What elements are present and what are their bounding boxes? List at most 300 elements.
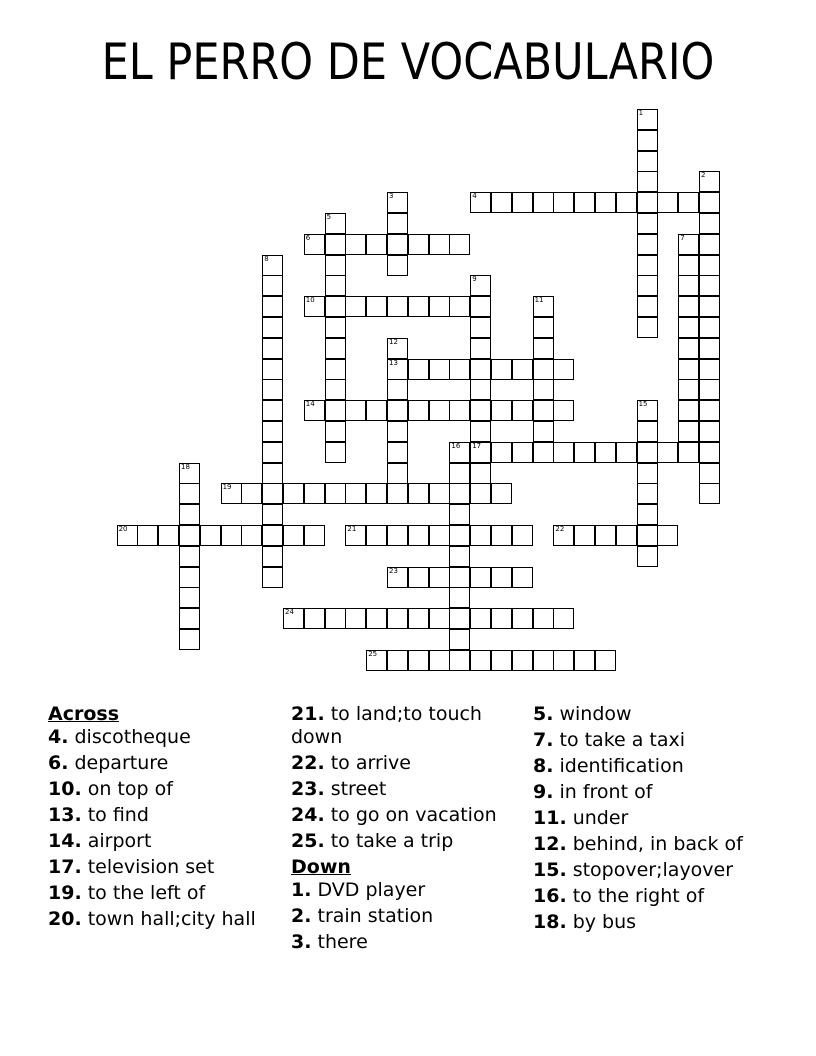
grid-cell[interactable] (387, 379, 408, 400)
grid-cell[interactable] (533, 400, 554, 421)
grid-cell[interactable] (470, 400, 491, 421)
grid-cell[interactable] (470, 463, 491, 484)
grid-cell[interactable] (470, 567, 491, 588)
grid-cell[interactable] (304, 296, 325, 317)
clue-item (48, 908, 280, 931)
grid-cell[interactable] (533, 608, 554, 629)
grid-cell[interactable] (262, 379, 283, 400)
grid-cell[interactable] (325, 275, 346, 296)
grid-cell[interactable] (512, 192, 533, 213)
grid-cell[interactable] (449, 463, 470, 484)
grid-cell[interactable] (449, 400, 470, 421)
grid-cell[interactable] (262, 296, 283, 317)
across-clue-list-continued (291, 703, 523, 853)
grid-cell[interactable] (553, 650, 574, 671)
grid-cell[interactable] (387, 255, 408, 276)
clue-item (291, 703, 523, 749)
grid-cell[interactable] (637, 463, 658, 484)
grid-cell[interactable] (637, 255, 658, 276)
grid-cell[interactable] (657, 192, 678, 213)
clue-number: 18. (533, 911, 567, 933)
grid-cell[interactable] (699, 213, 720, 234)
grid-cell[interactable] (533, 359, 554, 380)
clue-text: train station (311, 905, 434, 927)
clue-text: town hall;city hall (81, 908, 256, 930)
grid-cell[interactable] (387, 213, 408, 234)
clue-number: 9. (533, 781, 554, 803)
clue-number: 22. (291, 752, 325, 774)
grid-cell[interactable] (408, 525, 429, 546)
grid-cell[interactable] (470, 608, 491, 629)
grid-cell[interactable] (553, 525, 574, 546)
clue-item (291, 778, 523, 801)
grid-cell[interactable] (512, 608, 533, 629)
clue-item (533, 781, 773, 804)
clue-number: 2. (291, 905, 312, 927)
down-heading: Down (291, 856, 351, 878)
grid-cell[interactable] (699, 400, 720, 421)
grid-cell[interactable] (304, 400, 325, 421)
grid-cell[interactable] (449, 587, 470, 608)
grid-cell[interactable] (512, 400, 533, 421)
grid-cell[interactable] (408, 567, 429, 588)
grid-cell[interactable] (678, 234, 699, 255)
grid-cell[interactable] (325, 255, 346, 276)
grid-cell[interactable] (637, 192, 658, 213)
grid-cell[interactable] (699, 192, 720, 213)
grid-cell[interactable] (637, 483, 658, 504)
grid-cell[interactable] (387, 483, 408, 504)
grid-cell[interactable] (325, 400, 346, 421)
grid-cell[interactable] (179, 587, 200, 608)
grid-cell[interactable] (699, 275, 720, 296)
grid-cell[interactable] (449, 525, 470, 546)
grid-cell[interactable] (657, 525, 678, 546)
grid-cell[interactable] (325, 608, 346, 629)
clue-number: 21. (291, 703, 325, 725)
grid-cell[interactable] (699, 255, 720, 276)
grid-cell[interactable] (262, 338, 283, 359)
grid-cell[interactable] (262, 255, 283, 276)
clue-number: 13. (48, 804, 82, 826)
clue-text: identification (553, 755, 684, 777)
grid-cell[interactable] (408, 400, 429, 421)
grid-cell[interactable] (449, 546, 470, 567)
grid-cell[interactable] (637, 130, 658, 151)
grid-cell[interactable] (512, 650, 533, 671)
grid-cell[interactable] (491, 608, 512, 629)
clue-number: 16. (533, 885, 567, 907)
grid-cell[interactable] (470, 525, 491, 546)
grid-cell[interactable] (449, 234, 470, 255)
grid-cell[interactable] (699, 442, 720, 463)
clue-item (48, 830, 280, 853)
grid-cell[interactable] (179, 504, 200, 525)
grid-cell[interactable] (408, 296, 429, 317)
clue-item (533, 833, 773, 856)
grid-cell[interactable] (429, 400, 450, 421)
grid-cell[interactable] (387, 338, 408, 359)
grid-cell[interactable] (678, 255, 699, 276)
grid-cell[interactable] (533, 442, 554, 463)
clue-item (291, 879, 523, 902)
grid-cell[interactable] (512, 567, 533, 588)
grid-cell[interactable] (387, 421, 408, 442)
grid-cell[interactable] (366, 650, 387, 671)
grid-cell[interactable] (553, 608, 574, 629)
grid-cell[interactable] (470, 317, 491, 338)
grid-cell[interactable] (387, 567, 408, 588)
grid-cell[interactable] (345, 525, 366, 546)
clue-number-label: 13 (389, 358, 398, 367)
grid-cell[interactable] (325, 483, 346, 504)
grid-cell[interactable] (345, 234, 366, 255)
clue-number-label: 5 (326, 213, 332, 221)
grid-cell[interactable] (637, 213, 658, 234)
grid-cell[interactable] (678, 442, 699, 463)
page-title: EL PERRO DE VOCABULARIO (101, 33, 715, 91)
grid-cell[interactable] (574, 525, 595, 546)
grid-cell[interactable] (699, 359, 720, 380)
grid-cell[interactable] (533, 338, 554, 359)
grid-cell[interactable] (678, 192, 699, 213)
grid-cell[interactable] (262, 546, 283, 567)
grid-cell[interactable] (241, 483, 262, 504)
grid-cell[interactable] (678, 400, 699, 421)
grid-cell[interactable] (304, 525, 325, 546)
grid-cell[interactable] (637, 421, 658, 442)
grid-cell[interactable] (595, 192, 616, 213)
clue-item (48, 804, 280, 827)
grid-cell[interactable] (449, 567, 470, 588)
grid-cell[interactable] (678, 317, 699, 338)
clue-item (48, 752, 280, 775)
clue-number-label: 1 (638, 109, 644, 117)
grid-cell[interactable] (491, 525, 512, 546)
clue-number-label: 19 (222, 483, 232, 492)
grid-cell[interactable] (449, 483, 470, 504)
grid-cell[interactable] (429, 359, 450, 380)
grid-cell[interactable] (429, 650, 450, 671)
grid-cell[interactable] (637, 400, 658, 421)
clue-number-label: 16 (451, 441, 461, 450)
grid-cell[interactable] (179, 546, 200, 567)
grid-cell[interactable] (325, 359, 346, 380)
clue-number-label: 10 (305, 296, 315, 305)
grid-cell[interactable] (553, 442, 574, 463)
grid-cell[interactable] (637, 275, 658, 296)
grid-cell[interactable] (429, 608, 450, 629)
grid-cell[interactable] (616, 525, 637, 546)
grid-cell[interactable] (408, 650, 429, 671)
grid-cell[interactable] (429, 296, 450, 317)
clue-number: 8. (533, 755, 554, 777)
clue-number-label: 22 (555, 525, 565, 533)
grid-cell[interactable] (512, 359, 533, 380)
grid-cell[interactable] (595, 525, 616, 546)
clue-number-label: 15 (638, 400, 648, 409)
grid-cell[interactable] (262, 421, 283, 442)
grid-cell[interactable] (449, 504, 470, 525)
grid-cell[interactable] (241, 525, 262, 546)
grid-cell[interactable] (553, 359, 574, 380)
grid-cell[interactable] (637, 151, 658, 172)
clue-text: street (324, 778, 387, 800)
grid-cell[interactable] (387, 234, 408, 255)
grid-cell[interactable] (408, 483, 429, 504)
grid-cell[interactable] (470, 359, 491, 380)
grid-cell[interactable] (408, 608, 429, 629)
clues-column-2 (291, 703, 523, 957)
grid-cell[interactable] (345, 296, 366, 317)
grid-cell[interactable] (657, 442, 678, 463)
clue-text: stopover;layover (566, 859, 734, 881)
grid-cell[interactable] (616, 442, 637, 463)
grid-cell[interactable] (470, 442, 491, 463)
clue-text: departure (68, 752, 169, 774)
clue-number-label: 18 (181, 462, 190, 471)
grid-cell[interactable] (637, 317, 658, 338)
grid-cell[interactable] (574, 192, 595, 213)
grid-cell[interactable] (470, 379, 491, 400)
grid-cell[interactable] (283, 608, 304, 629)
grid-cell[interactable] (699, 379, 720, 400)
clue-item (48, 778, 280, 801)
grid-cell[interactable] (491, 442, 512, 463)
grid-cell[interactable] (262, 359, 283, 380)
clue-number: 20. (48, 908, 82, 930)
grid-cell[interactable] (117, 525, 138, 546)
grid-cell[interactable] (179, 525, 200, 546)
grid-cell[interactable] (366, 525, 387, 546)
grid-cell[interactable] (387, 400, 408, 421)
grid-cell[interactable] (325, 338, 346, 359)
grid-cell[interactable] (470, 483, 491, 504)
clue-item (533, 729, 773, 752)
grid-cell[interactable] (429, 483, 450, 504)
grid-cell[interactable] (325, 442, 346, 463)
grid-cell[interactable] (491, 359, 512, 380)
grid-cell[interactable] (262, 525, 283, 546)
grid-cell[interactable] (449, 650, 470, 671)
grid-cell[interactable] (595, 442, 616, 463)
grid-cell[interactable] (179, 483, 200, 504)
grid-cell[interactable] (470, 192, 491, 213)
grid-cell[interactable] (262, 567, 283, 588)
grid-cell[interactable] (553, 400, 574, 421)
clue-number: 4. (48, 726, 69, 748)
clue-number: 12. (533, 833, 567, 855)
grid-cell[interactable] (325, 234, 346, 255)
grid-cell[interactable] (221, 525, 242, 546)
grid-cell[interactable] (595, 650, 616, 671)
grid-cell[interactable] (637, 546, 658, 567)
grid-cell[interactable] (345, 483, 366, 504)
clue-text: to land;to touch down (291, 703, 482, 748)
grid-cell[interactable] (179, 608, 200, 629)
across-heading: Across (48, 703, 120, 725)
clue-text: behind, in back of (566, 833, 743, 855)
clue-item (48, 726, 280, 749)
grid-cell[interactable] (616, 192, 637, 213)
grid-cell[interactable] (637, 442, 658, 463)
grid-cell[interactable] (533, 296, 554, 317)
grid-cell[interactable] (533, 379, 554, 400)
grid-cell[interactable] (345, 400, 366, 421)
grid-cell[interactable] (325, 379, 346, 400)
clue-item (533, 807, 773, 830)
grid-cell[interactable] (491, 567, 512, 588)
grid-cell[interactable] (678, 338, 699, 359)
clue-number: 14. (48, 830, 82, 852)
grid-cell[interactable] (325, 317, 346, 338)
grid-cell[interactable] (366, 234, 387, 255)
grid-cell[interactable] (387, 296, 408, 317)
grid-cell[interactable] (637, 171, 658, 192)
clue-number-label: 20 (118, 525, 128, 533)
grid-cell[interactable] (366, 296, 387, 317)
grid-cell[interactable] (637, 109, 658, 130)
clue-number-label: 11 (534, 296, 544, 305)
grid-cell[interactable] (325, 213, 346, 234)
grid-cell[interactable] (699, 463, 720, 484)
grid-cell[interactable] (512, 442, 533, 463)
grid-cell[interactable] (637, 234, 658, 255)
grid-cell[interactable] (533, 421, 554, 442)
clue-item (48, 882, 280, 905)
grid-cell[interactable] (304, 483, 325, 504)
grid-cell[interactable] (678, 379, 699, 400)
grid-cell[interactable] (678, 296, 699, 317)
grid-cell[interactable] (366, 400, 387, 421)
grid-cell[interactable] (283, 525, 304, 546)
grid-cell[interactable] (533, 192, 554, 213)
grid-cell[interactable] (699, 234, 720, 255)
grid-cell[interactable] (470, 421, 491, 442)
grid-cell[interactable] (637, 296, 658, 317)
grid-cell[interactable] (262, 463, 283, 484)
grid-cell[interactable] (637, 504, 658, 525)
grid-cell[interactable] (387, 359, 408, 380)
grid-cell[interactable] (158, 525, 179, 546)
grid-cell[interactable] (470, 275, 491, 296)
clue-text: by bus (566, 911, 637, 933)
grid-cell[interactable] (553, 192, 574, 213)
clue-number: 7. (533, 729, 554, 751)
grid-cell[interactable] (449, 296, 470, 317)
grid-cell[interactable] (200, 525, 221, 546)
grid-cell[interactable] (387, 192, 408, 213)
clue-number-label: 4 (472, 192, 477, 201)
grid-cell[interactable] (179, 629, 200, 650)
clue-number-label: 12 (389, 337, 398, 346)
grid-cell[interactable] (449, 442, 470, 463)
clue-number-label: 24 (285, 608, 294, 617)
grid-cell[interactable] (678, 421, 699, 442)
grid-cell[interactable] (387, 650, 408, 671)
grid-cell[interactable] (262, 275, 283, 296)
clue-item (533, 885, 773, 908)
grid-cell[interactable] (408, 359, 429, 380)
grid-cell[interactable] (429, 234, 450, 255)
grid-cell[interactable] (449, 359, 470, 380)
grid-cell[interactable] (491, 400, 512, 421)
grid-cell[interactable] (533, 650, 554, 671)
grid-cell[interactable] (304, 234, 325, 255)
grid-cell[interactable] (678, 275, 699, 296)
grid-cell[interactable] (699, 338, 720, 359)
grid-cell[interactable] (491, 483, 512, 504)
grid-cell[interactable] (283, 483, 304, 504)
grid-cell[interactable] (699, 171, 720, 192)
grid-cell[interactable] (387, 463, 408, 484)
clue-text: there (311, 931, 368, 953)
grid-cell[interactable] (387, 442, 408, 463)
clue-number-label: 14 (305, 400, 315, 409)
clue-number-label: 21 (347, 525, 357, 533)
grid-cell[interactable] (262, 442, 283, 463)
clue-number-label: 3 (389, 192, 394, 201)
grid-cell[interactable] (429, 525, 450, 546)
grid-cell[interactable] (221, 483, 242, 504)
grid-cell[interactable] (678, 359, 699, 380)
grid-cell[interactable] (699, 317, 720, 338)
grid-cell[interactable] (574, 650, 595, 671)
grid-cell[interactable] (366, 483, 387, 504)
clue-text: to arrive (324, 752, 411, 774)
grid-cell[interactable] (574, 442, 595, 463)
grid-cell[interactable] (699, 296, 720, 317)
clue-text: to the right of (566, 885, 705, 907)
grid-cell[interactable] (387, 525, 408, 546)
grid-cell[interactable] (345, 608, 366, 629)
grid-cell[interactable] (449, 629, 470, 650)
grid-cell[interactable] (179, 567, 200, 588)
grid-cell[interactable] (512, 525, 533, 546)
clue-number: 24. (291, 804, 325, 826)
clue-number-label: 23 (389, 566, 398, 575)
grid-cell[interactable] (179, 463, 200, 484)
grid-cell[interactable] (491, 650, 512, 671)
grid-cell[interactable] (137, 525, 158, 546)
clue-text: on top of (81, 778, 173, 800)
grid-cell[interactable] (470, 296, 491, 317)
grid-cell[interactable] (262, 317, 283, 338)
grid-cell[interactable] (470, 338, 491, 359)
clue-text: television set (81, 856, 215, 878)
clue-text: airport (81, 830, 152, 852)
grid-cell[interactable] (429, 567, 450, 588)
grid-cell[interactable] (408, 234, 429, 255)
grid-cell[interactable] (262, 504, 283, 525)
grid-cell[interactable] (262, 483, 283, 504)
grid-cell[interactable] (699, 483, 720, 504)
grid-cell[interactable] (449, 608, 470, 629)
grid-cell[interactable] (366, 608, 387, 629)
grid-cell[interactable] (325, 296, 346, 317)
grid-cell[interactable] (304, 608, 325, 629)
grid-cell[interactable] (262, 400, 283, 421)
grid-cell[interactable] (325, 421, 346, 442)
grid-cell[interactable] (533, 317, 554, 338)
clue-text: discotheque (68, 726, 191, 748)
grid-cell[interactable] (637, 525, 658, 546)
clue-item (48, 856, 280, 879)
grid-cell[interactable] (699, 421, 720, 442)
grid-cell[interactable] (470, 650, 491, 671)
grid-cell[interactable] (491, 192, 512, 213)
grid-cell[interactable] (387, 608, 408, 629)
